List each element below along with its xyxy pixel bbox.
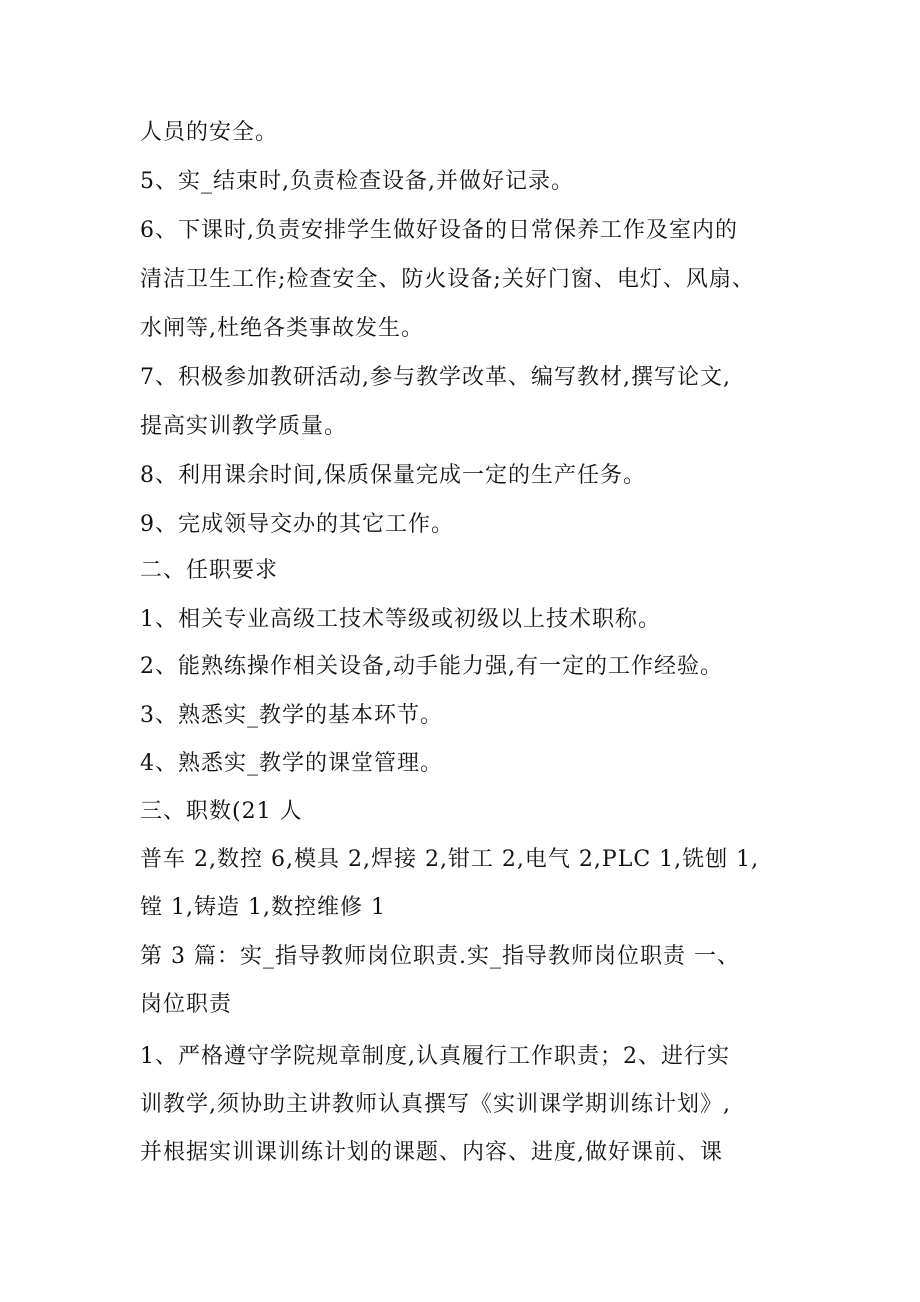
section-heading: 三、职数(21 人 xyxy=(140,799,303,824)
text-line: 镗 1,铸造 1,数控维修 1 xyxy=(140,895,386,920)
text-line: 5、实_结束时,负责检查设备,并做好记录。 xyxy=(140,169,574,194)
text-line: 第 3 篇：实_指导教师岗位职责.实_指导教师岗位职责 一、 xyxy=(140,944,740,969)
text-line: 6、下课时,负责安排学生做好设备的日常保养工作及室内的 xyxy=(140,218,738,243)
text-line: 1、相关专业高级工技术等级或初级以上技术职称。 xyxy=(140,607,661,632)
text-line: 4、熟悉实_教学的课堂管理。 xyxy=(140,751,443,776)
text-line: 2、能熟练操作相关设备,动手能力强,有一定的工作经验。 xyxy=(140,654,723,679)
text-line: 8、利用课余时间,保质保量完成一定的生产任务。 xyxy=(140,463,646,488)
text-line: 7、积极参加教研活动,参与教学改革、编写教材,撰写论文, xyxy=(140,365,731,390)
section-heading: 二、任职要求 xyxy=(140,558,279,583)
text-line: 3、熟悉实_教学的基本环节。 xyxy=(140,703,443,728)
text-line: 清洁卫生工作;检查安全、防火设备;关好门窗、电灯、风扇、 xyxy=(140,267,755,292)
section-heading: 岗位职责 xyxy=(140,992,233,1017)
text-line: 水闸等,杜绝各类事故发生。 xyxy=(140,316,424,341)
text-line: 人员的安全。 xyxy=(140,120,279,145)
text-line: 9、完成领导交办的其它工作。 xyxy=(140,512,454,537)
text-line: 训教学,须协助主讲教师认真撰写《实训课学期训练计划》, xyxy=(140,1092,731,1117)
text-line: 普车 2,数控 6,模具 2,焊接 2,钳工 2,电气 2,PLC 1,铣刨 1, xyxy=(140,847,760,872)
text-line: 1、严格遵守学院规章制度,认真履行工作职责；2、进行实 xyxy=(140,1044,730,1069)
text-line: 并根据实训课训练计划的课题、内容、进度,做好课前、课 xyxy=(140,1140,723,1165)
text-line: 提高实训教学质量。 xyxy=(140,414,348,439)
